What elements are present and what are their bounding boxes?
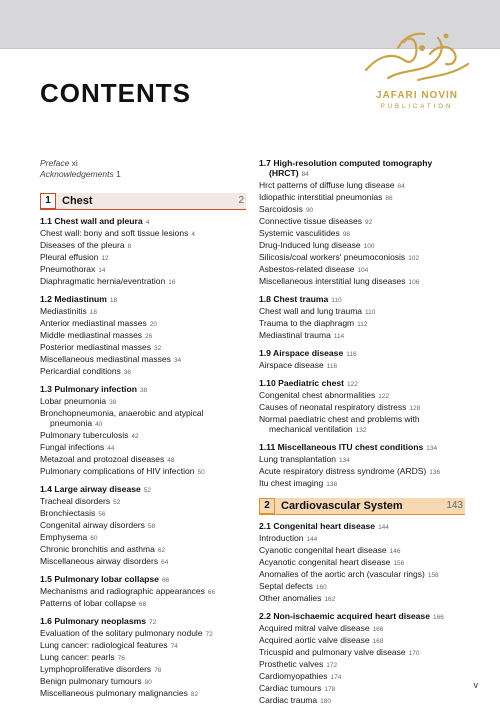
toc-entry[interactable]: Pulmonary tuberculosis 42 — [40, 430, 139, 440]
section-heading[interactable]: 1.7 High-resolution computed tomography (HRCT) 84 — [259, 158, 433, 178]
toc-entry[interactable]: Bronchiectasis 56 — [40, 508, 106, 518]
toc-entry[interactable]: Patterns of lobar collapse 68 — [40, 598, 147, 608]
publisher-subtitle: PUBLICATION — [380, 104, 454, 110]
toc-entry[interactable]: Acyanotic congenital heart disease 156 — [259, 557, 405, 567]
toc-entry[interactable]: Acquired mitral valve disease 166 — [259, 623, 384, 633]
section-heading[interactable]: 1.3 Pulmonary infection 38 — [40, 384, 148, 394]
front-matter — [40, 158, 246, 179]
toc-entry[interactable]: Pulmonary complications of HIV infection 50 — [40, 466, 205, 476]
section-heading[interactable]: 2.1 Congenital heart disease 144 — [259, 521, 389, 531]
chapter-title: Cardiovascular System — [281, 500, 403, 512]
toc-entry[interactable]: Evaluation of the solitary pulmonary nodule 72 — [40, 628, 213, 638]
toc-entry[interactable]: Mechanisms and radiographic appearances 66 — [40, 586, 216, 596]
toc-entry[interactable]: Septal defects 160 — [259, 581, 327, 591]
toc-entry[interactable]: Benign pulmonary tumours 80 — [40, 676, 152, 686]
toc-entry[interactable]: Prosthetic valves 172 — [259, 659, 338, 669]
page-title: CONTENTS — [40, 78, 191, 108]
toc-entry[interactable]: Chronic bronchitis and asthma 62 — [40, 544, 166, 554]
toc-entry[interactable]: Normal paediatric chest and problems with mechanical ventilation 132 — [259, 414, 420, 434]
toc-entry[interactable]: Cardiomyopathies 174 — [259, 671, 342, 681]
toc-entry[interactable]: Pericardial conditions 36 — [40, 366, 132, 376]
toc-entry[interactable]: Sarcoidosis 90 — [259, 204, 314, 214]
publisher-name: JAFARI NOVIN — [375, 90, 458, 101]
toc-entry[interactable]: Pleural effusion 12 — [40, 252, 109, 262]
toc-column-left — [40, 158, 246, 700]
chapter-page: 2 — [238, 195, 244, 206]
chapter-title: Chest — [62, 195, 93, 207]
toc-entry[interactable]: Chest wall and lung trauma 110 — [259, 306, 376, 316]
toc-entry[interactable]: Acute respiratory distress syndrome (ARDS) 136 — [259, 466, 441, 476]
toc-entry[interactable]: Lung cancer: radiological features 74 — [40, 640, 178, 650]
section-heading[interactable]: 1.2 Mediastinum 18 — [40, 294, 118, 304]
toc-entry[interactable]: Idiopathic interstitial pneumonias 86 — [259, 192, 393, 202]
toc-section — [259, 521, 465, 605]
toc-section — [259, 294, 465, 342]
toc-entry[interactable]: Miscellaneous mediastinal masses 34 — [40, 354, 182, 364]
toc-entry[interactable]: Diaphragmatic hernia/eventration 16 — [40, 276, 176, 286]
toc-section — [40, 484, 246, 568]
toc-column-right — [259, 158, 465, 707]
toc-entry[interactable]: Congenital chest abnormalities 122 — [259, 390, 390, 400]
section-heading[interactable]: 1.6 Pulmonary neoplasms 72 — [40, 616, 157, 626]
toc-entry[interactable]: Posterior mediastinal masses 32 — [40, 342, 162, 352]
section-heading[interactable]: 2.2 Non-ischaemic acquired heart disease 166 — [259, 611, 444, 621]
toc-entry[interactable]: Cardiac tumours 178 — [259, 683, 336, 693]
section-heading[interactable]: 1.9 Airspace disease 116 — [259, 348, 357, 358]
toc-section — [259, 158, 465, 288]
toc-entry[interactable]: Acquired aortic valve disease 168 — [259, 635, 384, 645]
toc-entry[interactable]: Miscellaneous airway disorders 64 — [40, 556, 169, 566]
chapter-heading-cardiovascular[interactable] — [259, 498, 465, 515]
chapter-number: 2 — [259, 498, 275, 514]
toc-entry[interactable]: Miscellaneous interstitial lung diseases 106 — [259, 276, 420, 286]
toc-entry[interactable]: Lung transplantation 134 — [259, 454, 350, 464]
chapter-heading-chest[interactable] — [40, 193, 246, 210]
toc-entry[interactable]: Airspace disease 116 — [259, 360, 338, 370]
toc-entry[interactable]: Lymphoproliferative disorders 78 — [40, 664, 162, 674]
toc-entry[interactable]: Diseases of the pleura 8 — [40, 240, 132, 250]
toc-entry[interactable]: Lobar pneumonia 38 — [40, 396, 117, 406]
section-heading[interactable]: 1.10 Paediatric chest 122 — [259, 378, 358, 388]
toc-entry[interactable]: Cardiac trauma 180 — [259, 695, 331, 705]
toc-entry[interactable]: Metazoal and protozoal diseases 48 — [40, 454, 175, 464]
toc-entry[interactable]: Other anomalies 162 — [259, 593, 336, 603]
toc-entry[interactable]: Introduction 144 — [259, 533, 318, 543]
section-heading[interactable]: 1.1 Chest wall and pleura 4 — [40, 216, 150, 226]
toc-entry[interactable]: Drug-Induced lung disease 100 — [259, 240, 375, 250]
section-heading[interactable]: 1.5 Pulmonary lobar collapse 66 — [40, 574, 170, 584]
toc-entry[interactable]: Anterior mediastinal masses 20 — [40, 318, 157, 328]
page-number: v — [473, 680, 478, 690]
toc-entry[interactable]: Systemic vasculitides 98 — [259, 228, 351, 238]
toc-entry[interactable]: Emphysema 60 — [40, 532, 98, 542]
toc-entry[interactable]: Cyanotic congenital heart disease 146 — [259, 545, 401, 555]
toc-entry[interactable]: Trauma to the diaphragm 112 — [259, 318, 368, 328]
toc-entry[interactable]: Anomalies of the aortic arch (vascular rings) 158 — [259, 569, 439, 579]
toc-entry[interactable]: Tricuspid and pulmonary valve disease 170 — [259, 647, 420, 657]
toc-entry[interactable]: Lung cancer: pearls 76 — [40, 652, 125, 662]
toc-section — [40, 384, 246, 478]
toc-entry[interactable]: Silicosis/coal workers' pneumoconiosis 102 — [259, 252, 420, 262]
toc-entry-acknowledgements[interactable]: Acknowledgements 1 — [40, 168, 121, 179]
toc-entry[interactable]: Pneumothorax 14 — [40, 264, 106, 274]
chapter-number: 1 — [40, 193, 56, 209]
toc-entry[interactable]: Causes of neonatal respiratory distress 128 — [259, 402, 421, 412]
toc-section — [259, 442, 465, 490]
toc-entry[interactable]: Itu chest imaging 138 — [259, 478, 338, 488]
toc-section — [40, 216, 246, 288]
toc-section — [259, 611, 465, 707]
toc-section — [259, 378, 465, 436]
toc-entry[interactable]: Hrct patterns of diffuse lung disease 84 — [259, 180, 405, 190]
toc-entry[interactable]: Congenital airway disorders 58 — [40, 520, 156, 530]
toc-section — [40, 616, 246, 700]
section-heading[interactable]: 1.11 Miscellaneous ITU chest conditions 134 — [259, 442, 438, 452]
toc-entry[interactable]: Middle mediastinal masses 26 — [40, 330, 153, 340]
toc-entry[interactable]: Miscellaneous pulmonary malignancies 82 — [40, 688, 199, 698]
section-heading[interactable]: 1.4 Large airway disease 52 — [40, 484, 152, 494]
section-heading[interactable]: 1.8 Chest trauma 110 — [259, 294, 342, 304]
chapter-page: 143 — [446, 500, 463, 511]
publisher-logo — [358, 26, 476, 124]
toc-entry[interactable]: Asbestos-related disease 104 — [259, 264, 369, 274]
toc-entry[interactable]: Mediastinal trauma 114 — [259, 330, 345, 340]
toc-entry[interactable]: Bronchopneumonia, anaerobic and atypical pneumonia 40 — [40, 408, 204, 428]
toc-section — [40, 574, 246, 610]
toc-entry[interactable]: Tracheal disorders 52 — [40, 496, 121, 506]
toc-section — [40, 294, 246, 378]
toc-entry-preface[interactable]: Preface xi — [40, 158, 78, 168]
ornament-icon — [358, 26, 476, 88]
toc-entry[interactable]: Chest wall: bony and soft tissue lesions 4 — [40, 228, 195, 238]
toc-entry[interactable]: Connective tissue diseases 92 — [259, 216, 373, 226]
toc-entry[interactable]: Mediastinitis 18 — [40, 306, 98, 316]
toc-section — [259, 348, 465, 372]
toc-entry[interactable]: Fungal infections 44 — [40, 442, 115, 452]
